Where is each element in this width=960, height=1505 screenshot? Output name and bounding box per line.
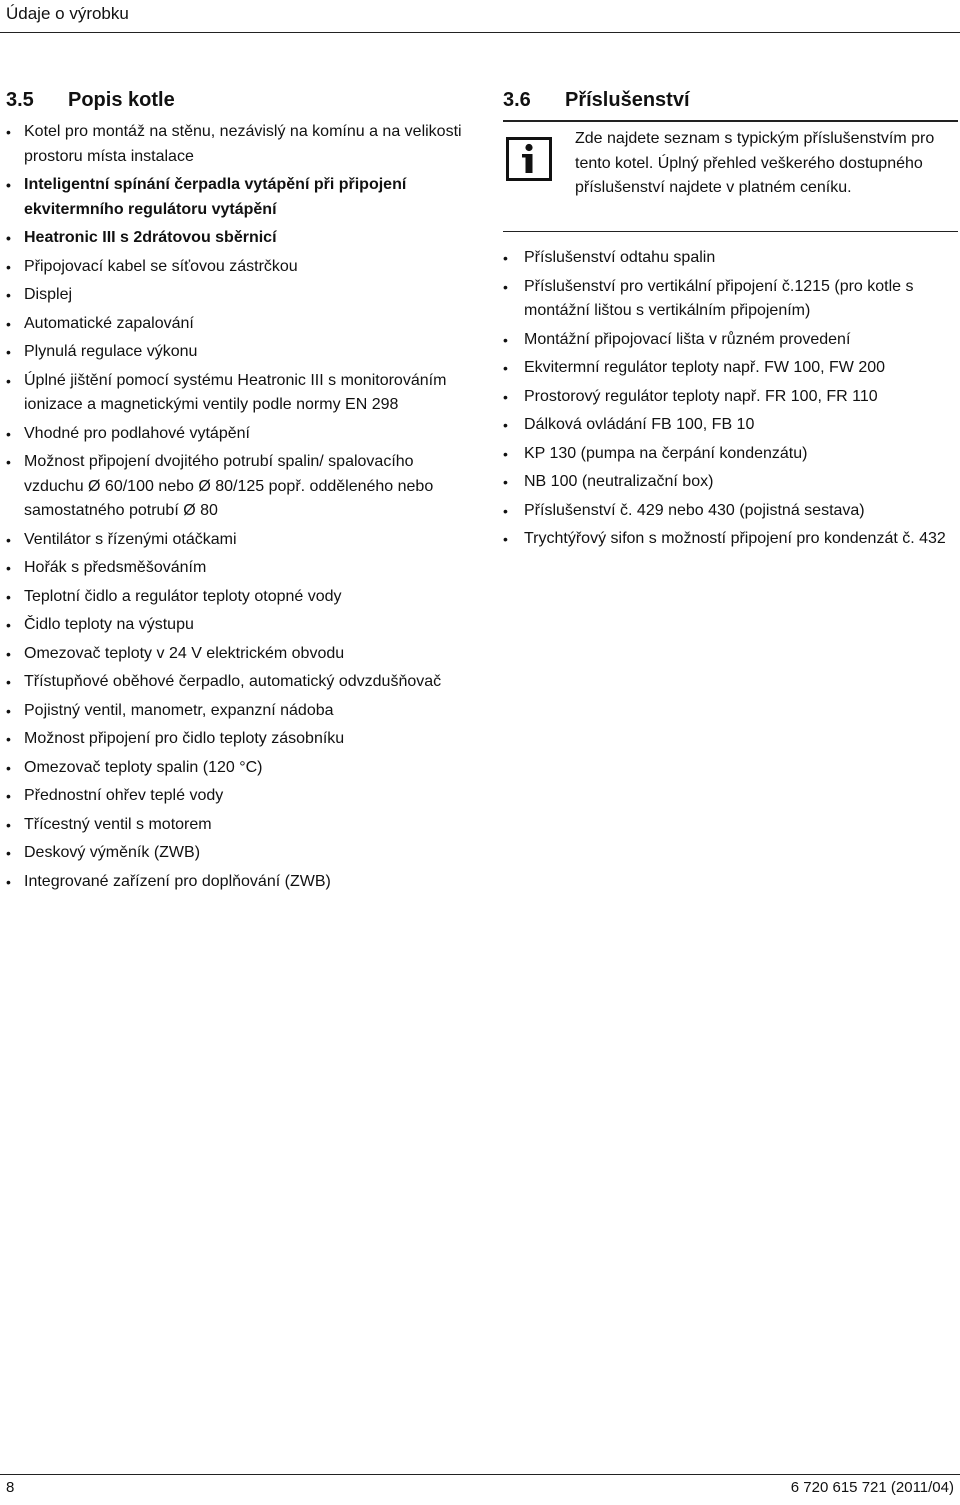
header-rule	[0, 32, 960, 33]
list-item: • Možnost připojení pro čidlo teploty zásobníku	[6, 727, 466, 752]
list-item: • Třícestný ventil s motorem	[6, 813, 466, 838]
section-boiler-description	[6, 86, 466, 898]
list-item: • Montážní připojovací lišta v různém provedení	[503, 328, 958, 353]
section-number: 3.5	[6, 89, 34, 111]
section-heading	[503, 86, 958, 114]
info-rule-bottom	[503, 231, 958, 232]
list-item: • Deskový výměník (ZWB)	[6, 841, 466, 866]
list-item: • Pojistný ventil, manometr, expanzní nádoba	[6, 699, 466, 724]
list-item: • Čidlo teploty na výstupu	[6, 613, 466, 638]
list-item: • Automatické zapalování	[6, 312, 466, 337]
list-item: • Inteligentní spínání čerpadla vytápění při připojení ekvitermního regulátoru vytápění	[6, 173, 466, 222]
list-item: • Teplotní čidlo a regulátor teploty otopné vody	[6, 585, 466, 610]
list-item: • Připojovací kabel se síťovou zástrčkou	[6, 255, 466, 280]
section-title: Popis kotle	[68, 89, 175, 111]
list-item: • Ekvitermní regulátor teploty např. FW 100, FW 200	[503, 356, 958, 381]
running-header: Údaje o výrobku	[6, 4, 129, 23]
list-item: • Displej	[6, 283, 466, 308]
list-item: • Možnost připojení dvojitého potrubí spalin/ spalovacího vzduchu Ø 60/100 nebo Ø 80/125 popř. odděleného nebo samostatného potrubí Ø 80	[6, 450, 466, 524]
list-item: • Příslušenství pro vertikální připojení č.1215 (pro kotle s montážní lištou s vertikálním připojením)	[503, 275, 958, 324]
feature-list	[6, 120, 466, 894]
section-heading	[6, 86, 466, 114]
list-item: • Úplné jištění pomocí systému Heatronic III s monitorováním ionizace a magnetickými ventily podle normy EN 298	[6, 369, 466, 418]
info-icon	[506, 137, 552, 181]
list-item: • Příslušenství č. 429 nebo 430 (pojistná sestava)	[503, 499, 958, 524]
list-item: • Hořák s předsměšováním	[6, 556, 466, 581]
list-item: • KP 130 (pumpa na čerpání kondenzátu)	[503, 442, 958, 467]
info-rule-top	[503, 120, 958, 122]
list-item: • Třístupňové oběhové čerpadlo, automatický odvzdušňovač	[6, 670, 466, 695]
info-text: Zde najdete seznam s typickým příslušenstvím pro tento kotel. Úplný přehled veškerého dostupného příslušenství najdete v platném ceníku.	[575, 130, 935, 196]
list-item: • Kotel pro montáž na stěnu, nezávislý na komínu a na velikosti prostoru místa instalace	[6, 120, 466, 169]
list-item: • Trychtýřový sifon s možností připojení pro kondenzát č. 432	[503, 527, 958, 552]
list-item: • Omezovač teploty spalin (120 °C)	[6, 756, 466, 781]
list-item: • Heatronic III s 2drátovou sběrnicí	[6, 226, 466, 251]
accessory-list	[503, 246, 958, 552]
info-note	[503, 120, 958, 232]
section-number: 3.6	[503, 89, 531, 111]
section-accessories	[503, 86, 958, 556]
document-number: 6 720 615 721 (2011/04)	[790, 1479, 954, 1496]
list-item: • Vhodné pro podlahové vytápění	[6, 422, 466, 447]
list-item: • Plynulá regulace výkonu	[6, 340, 466, 365]
list-item: • Příslušenství odtahu spalin	[503, 246, 958, 271]
footer-rule	[0, 1474, 960, 1475]
page-number: 8	[6, 1479, 15, 1496]
section-title: Příslušenství	[565, 89, 690, 111]
list-item: • Přednostní ohřev teplé vody	[6, 784, 466, 809]
list-item: • Omezovač teploty v 24 V elektrickém obvodu	[6, 642, 466, 667]
list-item: • Ventilátor s řízenými otáčkami	[6, 528, 466, 553]
list-item: • Dálková ovládání FB 100, FB 10	[503, 413, 958, 438]
list-item: • Integrované zařízení pro doplňování (ZWB)	[6, 870, 466, 895]
list-item: • NB 100 (neutralizační box)	[503, 470, 958, 495]
list-item: • Prostorový regulátor teploty např. FR 100, FR 110	[503, 385, 958, 410]
